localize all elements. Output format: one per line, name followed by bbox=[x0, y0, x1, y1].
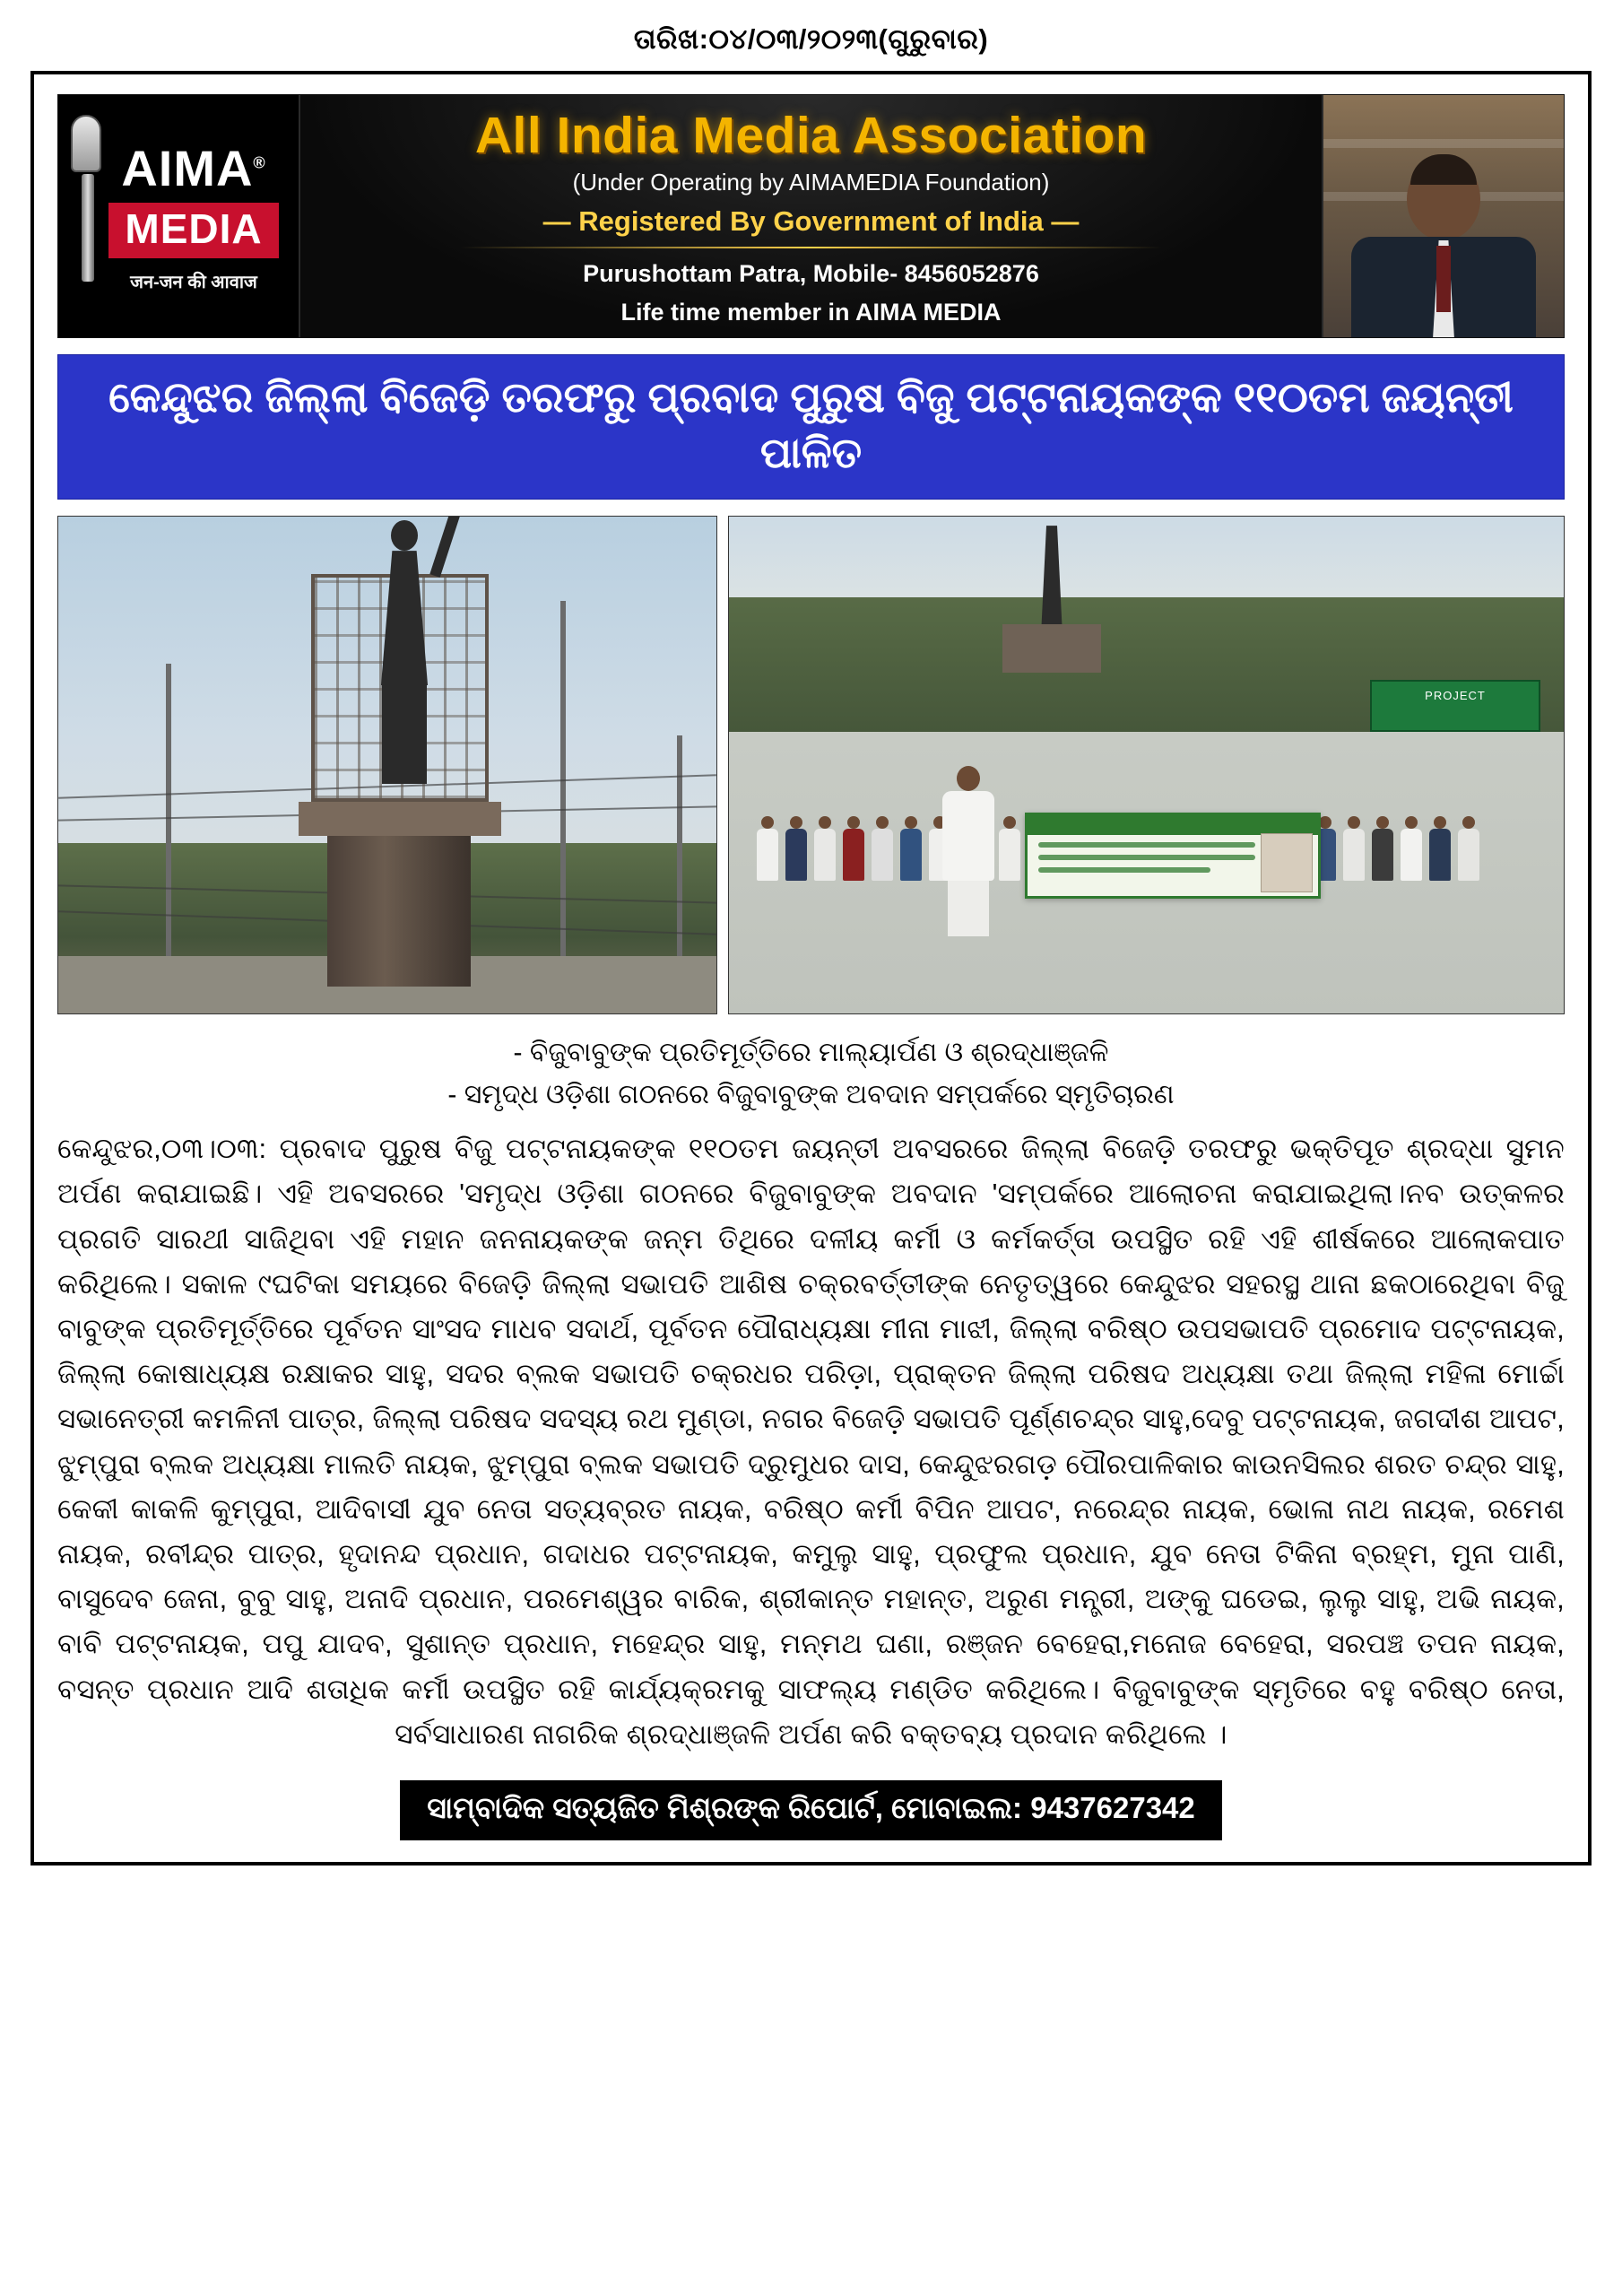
brand-media-badge: MEDIA bbox=[108, 203, 278, 258]
masthead-logo-block bbox=[58, 95, 300, 337]
statue-in-crowd bbox=[998, 526, 1106, 705]
date-line: ତାରିଖ:୦୪/୦୩/୨୦୨୩(ଗୁରୁବାର) bbox=[633, 23, 989, 55]
statue-figure bbox=[367, 520, 442, 789]
statue-photo bbox=[57, 516, 717, 1014]
footer-wrap bbox=[57, 1780, 1565, 1840]
divider bbox=[460, 247, 1162, 248]
event-banner bbox=[1025, 813, 1321, 899]
association-registered: — Registered By Government of India — bbox=[542, 205, 1080, 238]
member-portrait bbox=[1349, 158, 1538, 337]
registered-mark: ® bbox=[253, 153, 266, 172]
project-board-text: PROJECT bbox=[1425, 689, 1486, 703]
contact-name-mobile: Purushottam Patra, Mobile- 8456052876 bbox=[583, 260, 1039, 288]
speaker-figure bbox=[941, 766, 996, 936]
brand-name bbox=[121, 139, 265, 197]
microphone-icon bbox=[71, 115, 105, 294]
association-subtitle: (Under Operating by AIMAMEDIA Foundation) bbox=[572, 169, 1050, 196]
association-title: All India Media Association bbox=[474, 107, 1148, 164]
brand-name-text: AIMA bbox=[121, 140, 254, 196]
photo-row bbox=[57, 516, 1565, 1014]
article-body: କେନ୍ଦୁଝର,୦୩।୦୩: ପ୍ରବାଦ ପୁରୁଷ ବିଜୁ ପଟ୍ଟନାୟକଙ୍କ ୧୧୦ତମ ଜୟନ୍ତୀ ଅବସରରେ ଜିଲ୍ଲା ବିଜେଡ଼ି ତରଫରୁ ଭକ୍ତିପୂତ ଶ୍ରଦ୍ଧା ସୁମନ ଅର୍ପଣ କରାଯାଇଛି। ଏହି ଅବସରରେ 'ସମୃଦ୍ଧ ଓଡ଼ିଶା ଗଠନରେ ବିଜୁବାବୁଙ୍କ ଅବଦାନ 'ସମ୍ପର୍କରେ ଆଲୋଚନା କରାଯାଇଥିଲା।ନବ ଉତ୍କଳର ପ୍ରଗତି ସାରଥୀ ସାଜିଥିବା ଏହି ମହାନ ଜନନାୟକଙ୍କ ଜନ୍ମ ତିଥିରେ ଦଳୀୟ କର୍ମୀ ଓ କର୍ମକର୍ତ୍ତା ଉପସ୍ଥିତ ରହି ଏହି ଶୀର୍ଷକରେ ଆଲୋକପାତ କରିଥିଲେ। ସକାଳ ୯ଘଟିକା ସମୟରେ ବିଜେଡ଼ି ଜିଲ୍ଲା ସଭାପତି ଆଶିଷ ଚକ୍ରବର୍ତ୍ତୀଙ୍କ ନେତୃତ୍ୱରେ କେନ୍ଦୁଝର ସହରସ୍ଥ ଥାନା ଛକଠାରେଥିବା ବିଜୁ ବାବୁଙ୍କ ପ୍ରତିମୂର୍ତ୍ତିରେ ପୂର୍ବତନ ସାଂସଦ ମାଧବ ସଦାର୍ଥ, ପୂର୍ବତନ ପୌରାଧ୍ୟକ୍ଷା ମୀନା ମାଝୀ, ଜିଲ୍ଲା ବରିଷ୍ଠ ଉପସଭାପତି ପ୍ରମୋଦ ପଟ୍ଟନାୟକ, ଜିଲ୍ଲା କୋଷାଧ୍ୟକ୍ଷ ରକ୍ଷାକର ସାହୁ, ସଦର ବ୍ଲକ ସଭାପତି ଚକ୍ରଧର ପରିଡ଼ା, ପ୍ରାକ୍ତନ ଜିଲ୍ଲା ପରିଷଦ ଅଧ୍ୟକ୍ଷା ତଥା ଜିଲ୍ଲା ମହିଳା ମୋର୍ଚ୍ଚା ସଭାନେତ୍ରୀ କମଳିନୀ ପାତ୍ର, ଜିଲ୍ଲା ପରିଷଦ ସଦସ୍ୟ ରଥ ମୁଣ୍ଡା, ନଗର ବିଜେଡ଼ି ସଭାପତି ପୂର୍ଣ୍ଣଚନ୍ଦ୍ର ସାହୁ,ଦେବୁ ପଟ୍ଟନାୟକ, ଜଗଦୀଶ ଆପଟ, ଝୁମ୍ପୁରା ବ୍ଲକ ଅଧ୍ୟକ୍ଷା ମାଲତି ନାୟକ, ଝୁମ୍ପୁରା ବ୍ଲକ ସଭାପତି ଦ୍ରୁମୁଧର ଦାସ, କେନ୍ଦୁଝରଗଡ଼ ପୌରପାଳିକାର କାଉନସିଲର ଶରତ ଚନ୍ଦ୍ର ସାହୁ, କେକୀ କାକଳି କୁମ୍ପୁରା, ଆଦିବାସୀ ଯୁବ ନେତା ସତ୍ୟବ୍ରତ ନାୟକ, ବରିଷ୍ଠ କର୍ମୀ ବିପିନ ଆପଟ, ନରେନ୍ଦ୍ର ନାୟକ, ଭୋଳା ନାଥ ନାୟକ, ରମେଶ ନାୟକ, ରବୀନ୍ଦ୍ର ପାତ୍ର, ହୃଦାନନ୍ଦ ପ୍ରଧାନ, ଗଦାଧର ପଟ୍ଟନାୟକ, କମୁଲୁ ସାହୁ, ପ୍ରଫୁଲ ପ୍ରଧାନ, ଯୁବ ନେତା ଟିକିନା ବ୍ରହ୍ମ, ମୁନା ପାଣି, ବାସୁଦେବ ଜେନା, ବୁବୁ ସାହୁ, ଅନାଦି ପ୍ରଧାନ, ପରମେଶ୍ୱର ବାରିକ, ଶ୍ରୀକାନ୍ତ ମହାନ୍ତ, ଅରୁଣ ମନ୍ତ୍ରୀ, ଅଙ୍କୁ ଘଡେଇ, ଲୁଲୁ ସାହୁ, ଅଭି ନାୟକ, ବାବି ପଟ୍ଟନାୟକ, ପପୁ ଯାଦବ, ସୁଶାନ୍ତ ପ୍ରଧାନ, ମହେନ୍ଦ୍ର ସାହୁ, ମନ୍ମଥ ଘଣା, ରଞ୍ଜନ ବେହେରା,ମନୋଜ ବେହେରା, ସରପଞ୍ଚ ତପନ ନାୟକ, ବସନ୍ତ ପ୍ରଧାନ ଆଦି ଶତାଧିକ କର୍ମୀ ଉପସ୍ଥିତ ରହି କାର୍ଯ୍ୟକ୍ରମକୁ ସାଫଲ୍ୟ ମଣ୍ଡିତ କରିଥିଲେ। ବିଜୁବାବୁଙ୍କ ସ୍ମୃତିରେ ବହୁ ବରିଷ୍ଠ ନେତା, ସର୍ବସାଧାରଣ ନାଗରିକ ଶ୍ରଦ୍ଧାଞ୍ଜଳି ଅର୍ପଣ କରି ବକ୍ତବ୍ୟ ପ୍ରଦାନ କରିଥିଲେ । bbox=[57, 1133, 1565, 1750]
bullet-lines bbox=[57, 1032, 1565, 1116]
bullet-line-2: - ସମୃଦ୍ଧ ଓଡ଼ିଶା ଗଠନରେ ବିଜୁବାବୁଙ୍କ ଅବଦାନ ସମ୍ପର୍କରେ ସ୍ମୃତିଚାରଣ bbox=[447, 1079, 1175, 1109]
masthead bbox=[57, 94, 1565, 338]
headline: କେନ୍ଦୁଝର ଜିଲ୍ଲା ବିଜେଡ଼ି ତରଫରୁ ପ୍ରବାଦ ପୁରୁଷ ବିଜୁ ପଟ୍ଟନାୟକଙ୍କ ୧୧୦ତମ ଜୟନ୍ତୀ ପାଳିତ bbox=[57, 354, 1565, 500]
masthead-center bbox=[300, 95, 1322, 337]
member-photo bbox=[1322, 95, 1564, 337]
reporter-credit: ସାମ୍ବାଦିକ ସତ୍ୟଜିତ ମିଶ୍ରଙ୍କ ରିପୋର୍ଟ, ମୋବାଇଲ: 9437627342 bbox=[400, 1780, 1222, 1840]
crowd-photo bbox=[728, 516, 1565, 1014]
bullet-line-1: - ବିଜୁବାବୁଙ୍କ ପ୍ରତିମୂର୍ତ୍ତିରେ ମାଲ୍ୟାର୍ପଣ ଓ ଶ୍ରଦ୍ଧାଞ୍ଜଳି bbox=[513, 1038, 1109, 1068]
membership-line: Life time member in AIMA MEDIA bbox=[620, 298, 1002, 326]
flyer-frame bbox=[30, 71, 1592, 1866]
brand-tagline: जन-जन की आवाज bbox=[130, 273, 257, 292]
